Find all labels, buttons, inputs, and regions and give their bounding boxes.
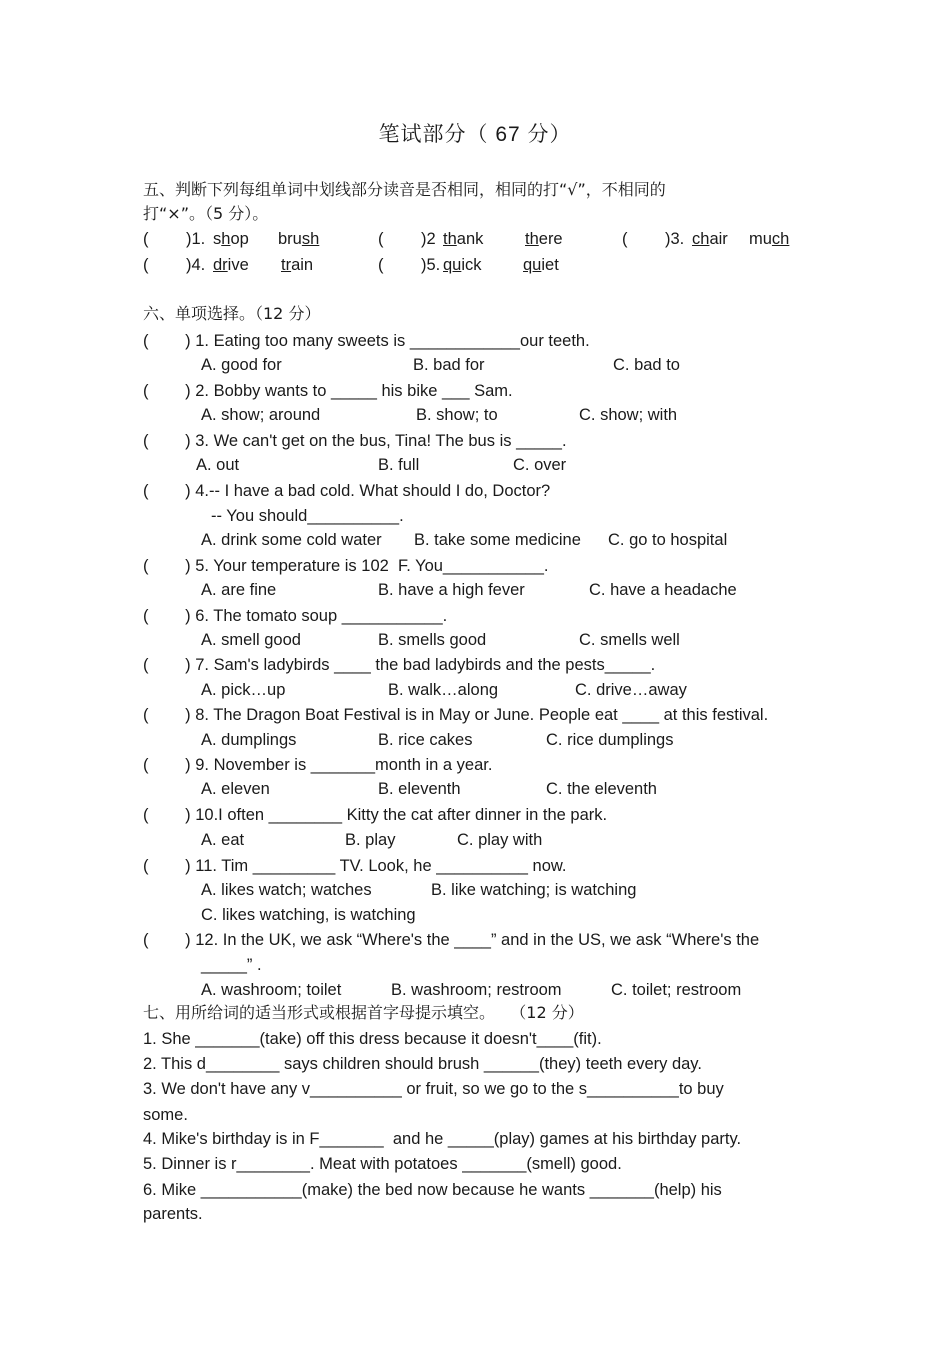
s6-q2-option-c: C. show; with <box>579 406 678 424</box>
s5-item-2-number: )2 <box>421 230 436 248</box>
s6-q12-option-a: A. washroom; toilet <box>201 981 342 999</box>
s6-q4-dialogue: -- You should__________. <box>211 507 404 525</box>
s6-q8-option-a: A. dumplings <box>201 731 297 749</box>
s6-q10-option-b: B. play <box>345 831 396 849</box>
s6-q5-option-b: B. have a high fever <box>378 581 525 599</box>
s6-q7: ( ) 7. Sam's ladybirds ____ the bad ladybirds and the pests_____. <box>143 656 656 674</box>
s6-q10-option-a: A. eat <box>201 831 245 849</box>
s6-q6-option-a: A. smell good <box>201 631 301 649</box>
s5-item-5-word1: quick <box>443 256 482 274</box>
s6-q10: ( ) 10.I often ________ Kitty the cat after dinner in the park. <box>143 806 608 824</box>
page-title: 笔试部分（ 67 分） <box>378 123 572 146</box>
s6-q1: ( ) 1. Eating too many sweets is ____________our teeth. <box>143 332 590 350</box>
s7-q6: 6. Mike ___________(make) the bed now because he wants _______(help) his <box>143 1181 722 1199</box>
s5-item-3-number: )3. <box>665 230 685 248</box>
s6-q9: ( ) 9. November is _______month in a year. <box>143 756 493 774</box>
s7-q6-continued: parents. <box>143 1205 203 1223</box>
s6-q4-option-a: A. drink some cold water <box>201 531 382 549</box>
s5-item-1-word2: brush <box>278 230 320 248</box>
s6-q6-option-b: B. smells good <box>378 631 487 649</box>
s6-q3-option-c: C. over <box>513 456 567 474</box>
s5-item-3-word2: much <box>749 230 790 248</box>
s6-q4-option-b: B. take some medicine <box>414 531 581 549</box>
s7-q1: 1. She _______(take) off this dress because it doesn't____(fit). <box>143 1030 602 1048</box>
s7-q5: 5. Dinner is r________. Meat with potatoes _______(smell) good. <box>143 1155 622 1173</box>
s7-q3-continued: some. <box>143 1106 188 1124</box>
s5-item-4-word1: drive <box>213 256 249 274</box>
s6-q5-option-c: C. have a headache <box>589 581 737 599</box>
s5-item-5-number: )5. <box>421 256 441 274</box>
s5-item-2-paren: ( <box>378 230 384 248</box>
s6-q7-option-c: C. drive…away <box>575 681 687 699</box>
s6-q6-option-c: C. smells well <box>579 631 680 649</box>
s6-q5-option-a: A. are fine <box>201 581 277 599</box>
s7-q2: 2. This d________ says children should brush ______(they) teeth every day. <box>143 1055 702 1073</box>
s5-item-1-number: )1. <box>186 230 206 248</box>
s6-q4-option-c: C. go to hospital <box>608 531 728 549</box>
s6-q9-option-a: A. eleven <box>201 780 270 798</box>
s6-q1-option-b: B. bad for <box>413 356 485 374</box>
s6-q10-option-c: C. play with <box>457 831 543 849</box>
s6-q12: ( ) 12. In the UK, we ask “Where's the ____” and in the US, we ask “Where's the <box>143 931 760 949</box>
s5-item-2-word2: there <box>525 230 563 248</box>
s6-q8-option-c: C. rice dumplings <box>546 731 674 749</box>
s6-q1-option-c: C. bad to <box>613 356 680 374</box>
s5-item-3-paren: ( <box>622 230 628 248</box>
s6-q7-option-a: A. pick…up <box>201 681 286 699</box>
s6-q4: ( ) 4.-- I have a bad cold. What should I do, Doctor? <box>143 482 551 500</box>
section5-heading-line2: 打“×”。（5 分）。 <box>143 204 269 223</box>
s6-q12-continued: _____” . <box>201 956 262 974</box>
s6-q2-option-a: A. show; around <box>201 406 321 424</box>
s6-q11-option-b: B. like watching; is watching <box>431 881 637 899</box>
section5-heading-line1: 五、判断下列每组单词中划线部分读音是否相同，相同的打“√”，不相同的 <box>143 180 666 199</box>
s5-item-1-paren: ( <box>143 230 149 248</box>
s7-q3: 3. We don't have any v__________ or fruit, so we go to the s__________to buy <box>143 1080 724 1098</box>
s5-item-4-word2: train <box>281 256 314 274</box>
s6-q3: ( ) 3. We can't get on the bus, Tina! The bus is _____. <box>143 432 567 450</box>
s5-item-2-word1: thank <box>443 230 484 248</box>
s6-q11: ( ) 11. Tim _________ TV. Look, he __________ now. <box>143 857 567 875</box>
s5-item-1-word1: shop <box>213 230 249 248</box>
s6-q7-option-b: B. walk…along <box>388 681 499 699</box>
s6-q9-option-c: C. the eleventh <box>546 780 657 798</box>
s6-q6: ( ) 6. The tomato soup ___________. <box>143 607 448 625</box>
s6-q8: ( ) 8. The Dragon Boat Festival is in May or June. People eat ____ at this festival. <box>143 706 769 724</box>
section7-heading: 七、用所给词的适当形式或根据首字母提示填空。 （12 分） <box>143 1003 584 1022</box>
s6-q12-option-c: C. toilet; restroom <box>611 981 742 999</box>
s5-item-4-number: )4. <box>186 256 206 274</box>
s6-q11-option-c: C. likes watching, is watching <box>201 906 416 924</box>
s6-q2: ( ) 2. Bobby wants to _____ his bike ___ Sam. <box>143 382 513 400</box>
s6-q8-option-b: B. rice cakes <box>378 731 473 749</box>
s6-q9-option-b: B. eleventh <box>378 780 461 798</box>
s5-item-5-word2: quiet <box>523 256 559 274</box>
section6-heading: 六、单项选择。（12 分） <box>143 304 321 323</box>
s6-q1-option-a: A. good for <box>201 356 282 374</box>
s7-q4: 4. Mike's birthday is in F_______ and he _____(play) games at his birthday party. <box>143 1130 742 1148</box>
s6-q3-option-a: A. out <box>196 456 240 474</box>
s5-item-3-word1: chair <box>692 230 728 248</box>
s5-item-5-paren: ( <box>378 256 384 274</box>
s6-q11-option-a: A. likes watch; watches <box>201 881 372 899</box>
s5-item-4-paren: ( <box>143 256 149 274</box>
s6-q3-option-b: B. full <box>378 456 420 474</box>
s6-q2-option-b: B. show; to <box>416 406 498 424</box>
s6-q5: ( ) 5. Your temperature is 102 F. You___________. <box>143 557 549 575</box>
s6-q12-option-b: B. washroom; restroom <box>391 981 562 999</box>
